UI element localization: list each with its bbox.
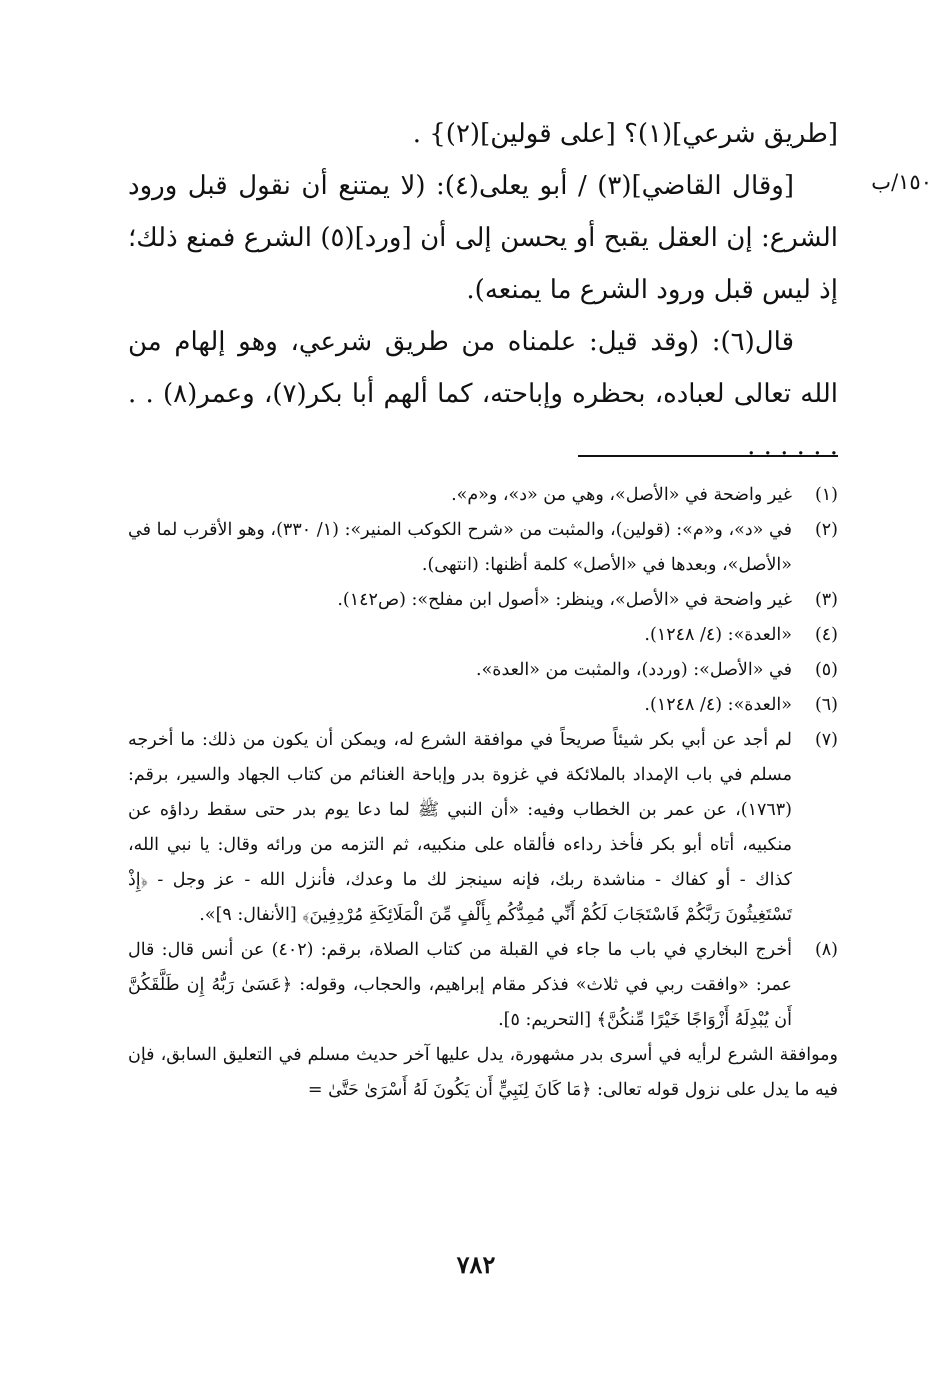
footnote-text: غير واضحة في «الأصل»، وينظر: «أصول ابن مفلح»: (ص١٤٢). — [337, 590, 792, 610]
footnote-number: (٤) — [814, 625, 838, 645]
page-number: ٧٨٢ — [456, 1250, 496, 1279]
footnote-text: «العدة»: (٤/ ١٢٤٨). — [644, 695, 792, 715]
footnote-text: في «الأصل»: (وردد)، والمثبت من «العدة». — [476, 660, 792, 680]
footnote-number: (٣) — [814, 590, 838, 610]
footnote-number: (٦) — [814, 695, 838, 715]
footnote-number: (٥) — [814, 660, 838, 680]
footnote-text: أخرج البخاري في باب ما جاء في القبلة من كتاب الصلاة، برقم: (٤٠٢) عن أنس قال: قال عمر: «وافقت ربي في ثلاث» فذكر مقام إبراهيم، والحجاب، وقوله: ﴿عَسَىٰ رَبُّهُ إِن طَلَّقَكُنَّ أَن يُبْدِلَهُ أَزْوَاجًا خَيْرًا مِّنكُنَّ﴾ [التحريم: ٥]. — [128, 940, 792, 1030]
footnote-divider — [578, 455, 838, 457]
footnote — [128, 688, 838, 723]
footnotes — [128, 478, 838, 1108]
footnote — [128, 653, 838, 688]
footnote-text: لم أجد عن أبي بكر شيئاً صريحاً في موافقة الشرع له، ويمكن أن يكون من ذلك: ما أخرجه مسلم في باب الإمداد بالملائكة في غزوة بدر وإباحة الغنائم من كتاب الجهاد والسير، برقم: (١٧٦٣)، عن عمر بن الخطاب وفيه: «أن النبي ﷺ لما دعا يوم بدر حتى سقط رداؤه عن منكبيه، أتاه أبو بكر فأخذ رداءه فألقاه على منكبيه، ثم التزمه من ورائه وقال: يا نبي الله، كذاك - أو كفاك - مناشدة ربك، فإنه سينجز لك ما وعدك، فأنزل الله - عز وجل - ﴿إِذْ تَسْتَغِيثُونَ رَبَّكُمْ فَاسْتَجَابَ لَكُمْ أَنِّي مُمِدُّكُم بِأَلْفٍ مِّنَ الْمَلَائِكَةِ مُرْدِفِينَ﴾ [الأنفال: ٩]». — [128, 730, 792, 925]
footnote-number: (٢) — [814, 520, 838, 540]
footnote — [128, 618, 838, 653]
main-text-line1: [طريق شرعي](١)؟ [على قولين](٢)} . — [412, 119, 838, 149]
main-text — [128, 108, 838, 472]
footnote-text: «العدة»: (٤/ ١٢٤٨). — [644, 625, 792, 645]
footnote — [128, 513, 838, 583]
footnote — [128, 723, 838, 933]
footnote-number: (٧) — [814, 730, 838, 750]
footnote-text: غير واضحة في «الأصل»، وهي من «د»، و«م». — [451, 485, 792, 505]
footnote-continuation: وموافقة الشرع لرأيه في أسرى بدر مشهورة، يدل عليها آخر حديث مسلم في التعليق السابق، فإن فيه ما يدل على نزول قوله تعالى: ﴿مَا كَانَ لِنَبِيٍّ أَن يَكُونَ لَهُ أَسْرَىٰ حَتَّىٰ = — [128, 1045, 838, 1100]
main-text-paragraph-2: قال(٦): (وقد قيل: علمناه من طريق شرعي، وهو إلهام من الله تعالى لعباده، بحظره وإباحته، كما ألهم أبا بكر(٧)، وعمر(٨) . . . . . . . . — [128, 327, 838, 461]
footnote-text: في «د»، و«م»: (قولين)، والمثبت من «شرح الكوكب المنير»: (١/ ٣٣٠)، وهو الأقرب لما في «الأصل»، وبعدها في «الأصل» كلمة أظنها: (انتهى). — [128, 520, 792, 575]
manuscript-folio-note: ١٥٠/ب — [871, 170, 932, 194]
footnote — [128, 478, 838, 513]
footnote-number: (٨) — [814, 940, 838, 960]
footnote — [128, 583, 838, 618]
footnote-number: (١) — [814, 485, 838, 505]
footnote — [128, 933, 838, 1038]
main-text-paragraph-1: [وقال القاضي](٣) / أبو يعلى(٤): (لا يمتنع أن نقول قبل ورود الشرع: إن العقل يقبح أو يحسن إلى أن [ورد](٥) الشرع فمنع ذلك؛ إذ ليس قبل ورود الشرع ما يمنعه). — [128, 171, 838, 305]
